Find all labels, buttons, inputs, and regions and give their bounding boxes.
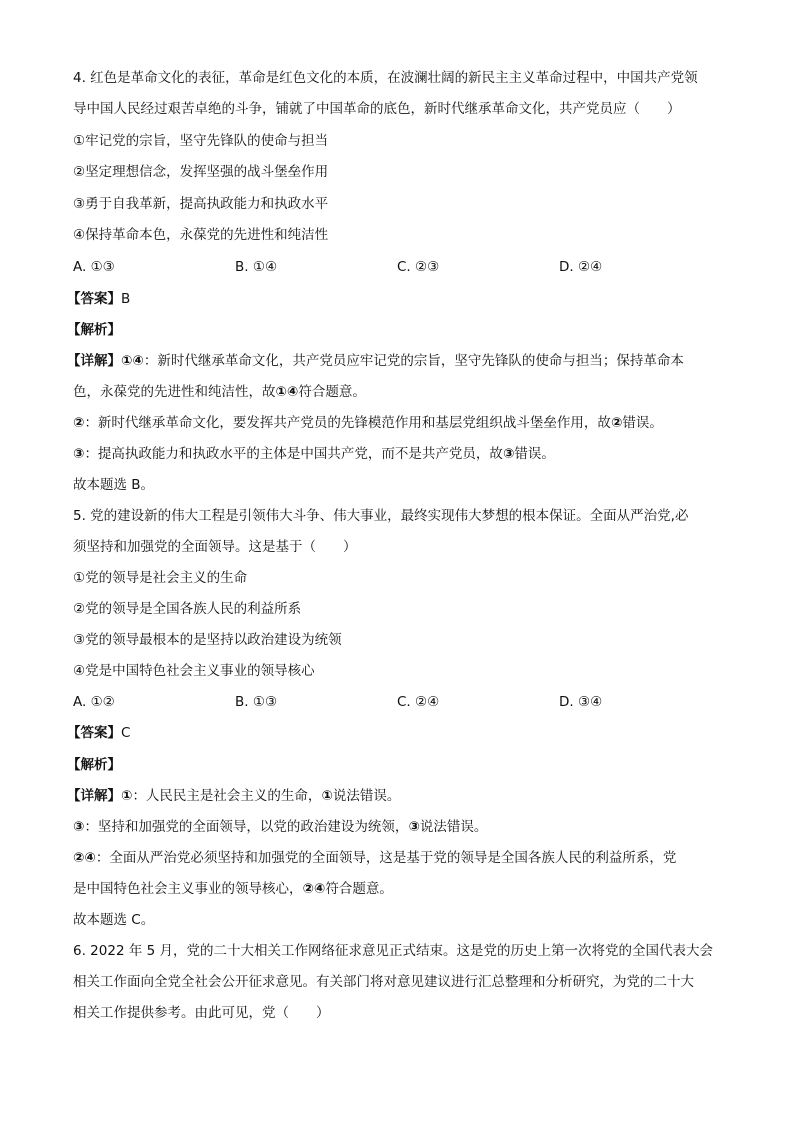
q5-detail-line-2: [73, 817, 487, 837]
answer-label: 【答案】: [67, 291, 121, 307]
q4-stem-line-1: 4. 红色是革命文化的表征，革命是红色文化的本质，在波澜壮阔的新民主主义革命过程中，中国共产党领: [73, 70, 698, 86]
detail-key: ③: [73, 819, 85, 835]
answer-value: C: [121, 725, 131, 741]
q5-item-2: ②党的领导是全国各族人民的利益所系: [73, 601, 302, 617]
q5-option-b: B. ①③: [235, 694, 278, 710]
detail-text: ：提高执政能力和执政水平的主体是中国共产党，而不是共产党员，故: [84, 446, 503, 462]
detail-text: 是中国特色社会主义事业的领导核心，: [73, 881, 303, 897]
q5-option-d: D. ③④: [559, 694, 603, 710]
q4-item-4: ④保持革命本色，永葆党的先进性和纯洁性: [73, 227, 329, 243]
q5-stem-line-1: 5. 党的建设新的伟大工程是引领伟大斗争、伟大事业，最终实现伟大梦想的根本保证。全面从严治党,必: [73, 508, 689, 524]
detail-text: 错误。: [514, 446, 555, 462]
detail-text: ：人民民主是社会主义的生命，: [132, 788, 322, 804]
q4-analysis-label: 【解析】: [67, 322, 121, 338]
q6-stem-line-1: 6. 2022 年 5 月，党的二十大相关工作网络征求意见正式结束。这是党的历史上第一次将党的全国代表大会: [73, 943, 713, 959]
q4-option-b: B. ①④: [235, 259, 278, 275]
detail-key: ②④: [302, 881, 326, 897]
q4-answer: [67, 289, 130, 309]
q4-detail-line-1: [67, 351, 684, 371]
q4-detail-line-3: [73, 413, 663, 433]
q5-answer: [67, 723, 130, 743]
detail-text: ：新时代继承革命文化，要发挥共产党员的先锋模范作用和基层党组织战斗堡垒作用，故: [84, 415, 611, 431]
detail-text: 说法错误。: [332, 788, 401, 804]
q4-option-a: A. ①③: [73, 259, 115, 275]
detail-text: 说法错误。: [419, 819, 488, 835]
q6-stem-line-2: 相关工作面向全党全社会公开征求意见。有关部门将对意见建议进行汇总整理和分析研究，为党的二十大: [73, 974, 694, 990]
detail-text: 符合题意。: [298, 384, 366, 400]
q6-stem-line-3: 相关工作提供参考。由此可见，党（ ）: [73, 1005, 330, 1021]
detail-key: ①: [121, 788, 133, 804]
q4-item-2: ②坚定理想信念，发挥坚强的战斗堡垒作用: [73, 164, 329, 180]
detail-label: 【详解】: [67, 353, 121, 369]
detail-text: 错误。: [622, 415, 663, 431]
detail-key: ③: [73, 446, 85, 462]
answer-value: B: [121, 291, 131, 307]
q4-options: [73, 257, 721, 277]
q5-option-c: C. ②④: [397, 694, 440, 710]
detail-key: ①④: [275, 384, 299, 400]
answer-label: 【答案】: [67, 725, 121, 741]
q5-conclusion: 故本题选 C。: [73, 912, 155, 928]
q4-item-1: ①牢记党的宗旨，坚守先锋队的使命与担当: [73, 133, 329, 149]
q5-detail-line-3: [73, 848, 676, 868]
q5-option-a: A. ①②: [73, 694, 115, 710]
detail-text: 符合题意。: [325, 881, 393, 897]
q5-stem-line-2: 须坚持和加强党的全面领导。这是基于（ ）: [73, 539, 357, 555]
q5-detail-line-1: [67, 786, 400, 806]
detail-text: ：坚持和加强党的全面领导，以党的政治建设为统领，: [84, 819, 409, 835]
detail-key: ③: [502, 446, 515, 462]
q4-conclusion: 故本题选 B。: [73, 477, 155, 493]
detail-key: ②④: [73, 850, 96, 866]
q4-detail-line-2: [73, 382, 366, 402]
q4-option-c: C. ②③: [397, 259, 440, 275]
detail-key: ②: [610, 415, 623, 431]
q5-item-3: ③党的领导最根本的是坚持以政治建设为统领: [73, 632, 342, 648]
q5-item-4: ④党是中国特色社会主义事业的领导核心: [73, 663, 315, 679]
detail-key: ③: [408, 819, 420, 835]
q5-detail-line-4: [73, 879, 393, 899]
detail-text: ：全面从严治党必须坚持和加强党的全面领导，这是基于党的领导是全国各族人民的利益所系，党: [95, 850, 677, 866]
detail-text: 色，永葆党的先进性和纯洁性，故: [73, 384, 276, 400]
q5-item-1: ①党的领导是社会主义的生命: [73, 570, 248, 586]
q5-analysis-label: 【解析】: [67, 757, 121, 773]
q4-option-d: D. ②④: [559, 259, 603, 275]
q4-stem-line-2: 导中国人民经过艰苦卓绝的斗争，铺就了中国革命的底色，新时代继承革命文化，共产党员应（ ）: [73, 101, 681, 117]
detail-key: ②: [73, 415, 85, 431]
q4-item-3: ③勇于自我革新，提高执政能力和执政水平: [73, 196, 329, 212]
detail-key: ①④: [121, 353, 144, 369]
detail-label: 【详解】: [67, 788, 121, 804]
detail-key: ①: [321, 788, 333, 804]
q4-detail-line-4: [73, 444, 555, 464]
detail-text: ：新时代继承革命文化，共产党员应牢记党的宗旨，坚守先锋队的使命与担当；保持革命本: [143, 353, 684, 369]
q5-options: [73, 692, 721, 712]
